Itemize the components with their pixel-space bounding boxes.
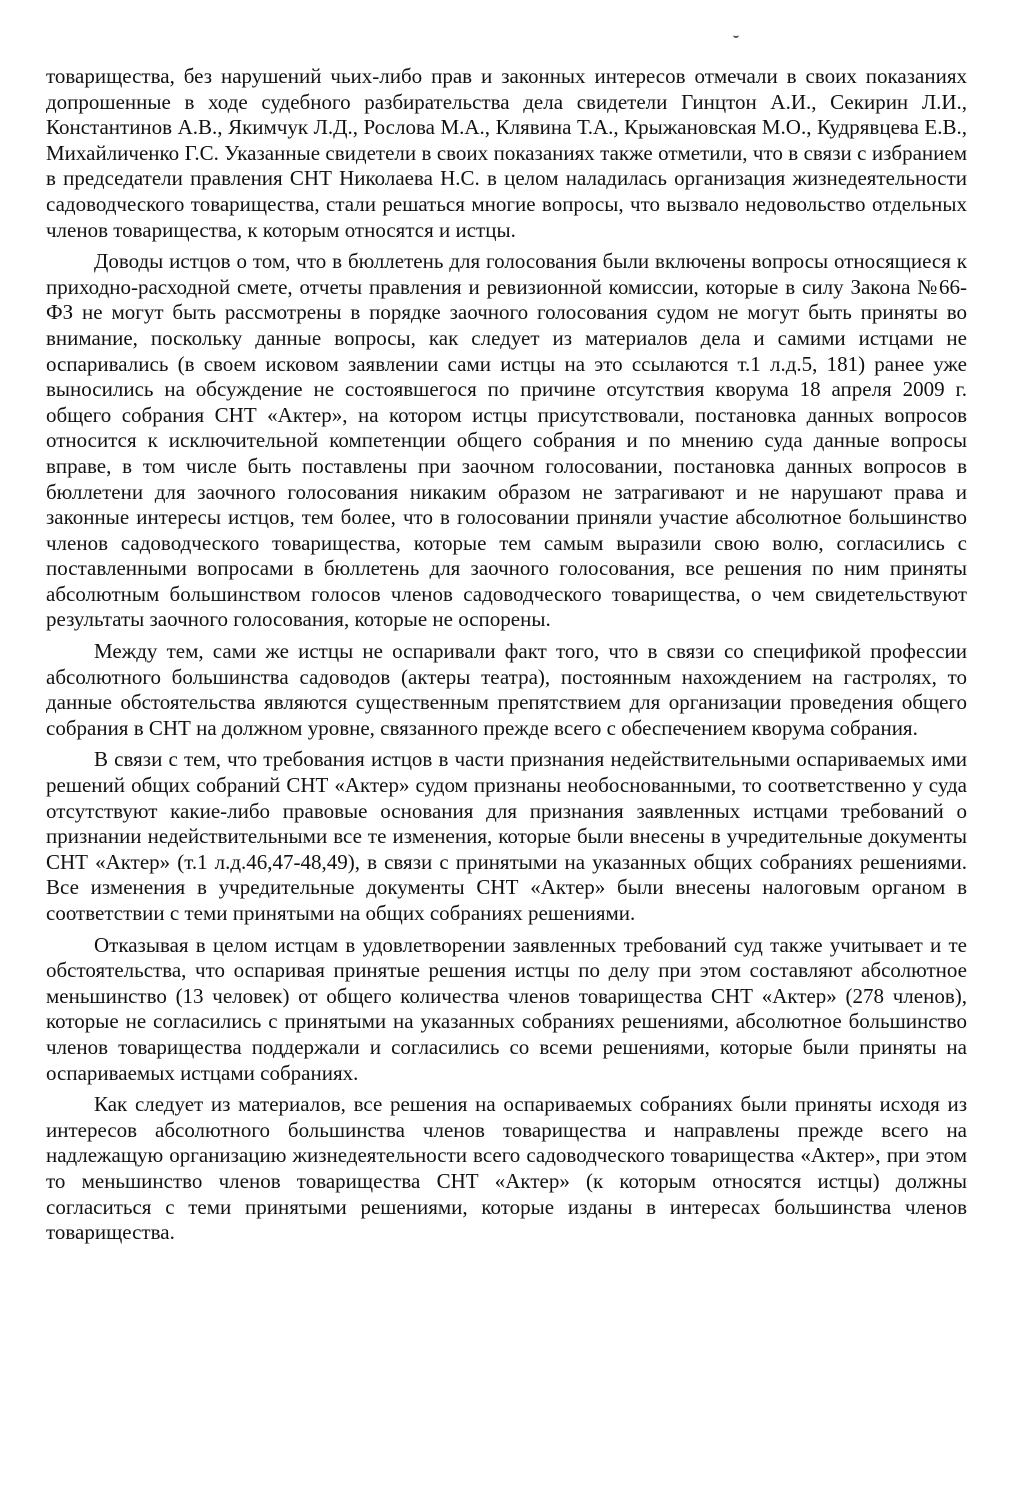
paragraph-4: В связи с тем, что требования истцов в части признания недействительными оспариваемых ими решений общих собраний СНТ «Актер» судом признаны необоснованными, то соответственно у суда отсутствуют какие-либо правовые основания для признания заявленных истцами требований о признании недействительными все те изменения, которые были внесены в учредительные документы СНТ «Актер» (т.1 л.д.46,47-48,49), в связи с принятыми на указанных общих собраниях решениями. Все изменения в учредительные документы СНТ «Актер» были внесены налоговым органом в соответствии с теми принятыми на общих собраниях решениями. <box>46 747 967 925</box>
document-page <box>46 64 967 1246</box>
paragraph-2: Доводы истцов о том, что в бюллетень для голосования были включены вопросы относящиеся к приходно-расходной смете, отчеты правления и ревизионной комиссии, которые в силу Закона №66-ФЗ не могут быть рассмотрены в порядке заочного голосования судом не могут быть приняты во внимание, поскольку данные вопросы, как следует из материалов дела и самими истцами не оспаривались (в своем исковом заявлении сами истцы на это ссылаются т.1 л.д.5, 181) ранее уже выносились на обсуждение не состоявшегося по причине отсутствия кворума 18 апреля 2009 г. общего собрания СНТ «Актер», на котором истцы присутствовали, постановка данных вопросов относится к исключительной компетенции общего собрания и по мнению суда данные вопросы вправе, в том числе быть поставлены при заочном голосовании, постановка данных вопросов в бюллетени для заочного голосования никаким образом не затрагивают и не нарушают права и законные интересы истцов, тем более, что в голосовании приняли участие абсолютное большинство членов садоводческого товарищества, которые тем самым выразили свою волю, согласились с поставленными вопросами в бюллетень для заочного голосования, все решения по ним приняты абсолютным большинством голосов членов садоводческого товарищества, о чем свидетельствуют результаты заочного голосования, которые не оспорены. <box>46 249 967 632</box>
scan-mark <box>733 30 739 38</box>
paragraph-6: Как следует из материалов, все решения на оспариваемых собраниях были приняты исходя из интересов абсолютного большинства членов товарищества и направлены прежде всего на надлежащую организацию жизнедеятельности всего садоводческого товарищества «Актер», при этом то меньшинство членов товарищества СНТ «Актер» (к которым относятся истцы) должны согласиться с теми принятыми решениями, которые изданы в интересах большинства членов товарищества. <box>46 1092 967 1245</box>
paragraph-3: Между тем, сами же истцы не оспаривали факт того, что в связи со спецификой профессии абсолютного большинства садоводов (актеры театра), постоянным нахождением на гастролях, то данные обстоятельства являются существенным препятствием для организации проведения общего собрания в СНТ на должном уровне, связанного прежде всего с обеспечением кворума собрания. <box>46 639 967 740</box>
paragraph-5: Отказывая в целом истцам в удовлетворении заявленных требований суд также учитывает и те обстоятельства, что оспаривая принятые решения истцы по делу при этом составляют абсолютное меньшинство (13 человек) от общего количества членов товарищества СНТ «Актер» (278 членов), которые не согласились с принятыми на указанных собраниях решениями, абсолютное большинство членов товарищества поддержали и согласились со всеми решениями, которые были приняты на оспариваемых истцами собраниях. <box>46 932 967 1085</box>
paragraph-1: товарищества, без нарушений чьих-либо прав и законных интересов отмечали в своих показаниях допрошенные в ходе судебного разбирательства дела свидетели Гинцтон А.И., Секирин Л.И., Константинов А.В., Якимчук Л.Д., Рослова М.А., Клявина Т.А., Крыжановская М.О., Кудрявцева Е.В., Михайличенко Г.С. Указанные свидетели в своих показаниях также отметили, что в связи с избранием в председатели правления СНТ Николаева Н.С. в целом наладилась организация жизнедеятельности садоводческого товарищества, стали решаться многие вопросы, что вызвало недовольство отдельных членов товарищества, к которым относятся и истцы. <box>46 64 967 242</box>
